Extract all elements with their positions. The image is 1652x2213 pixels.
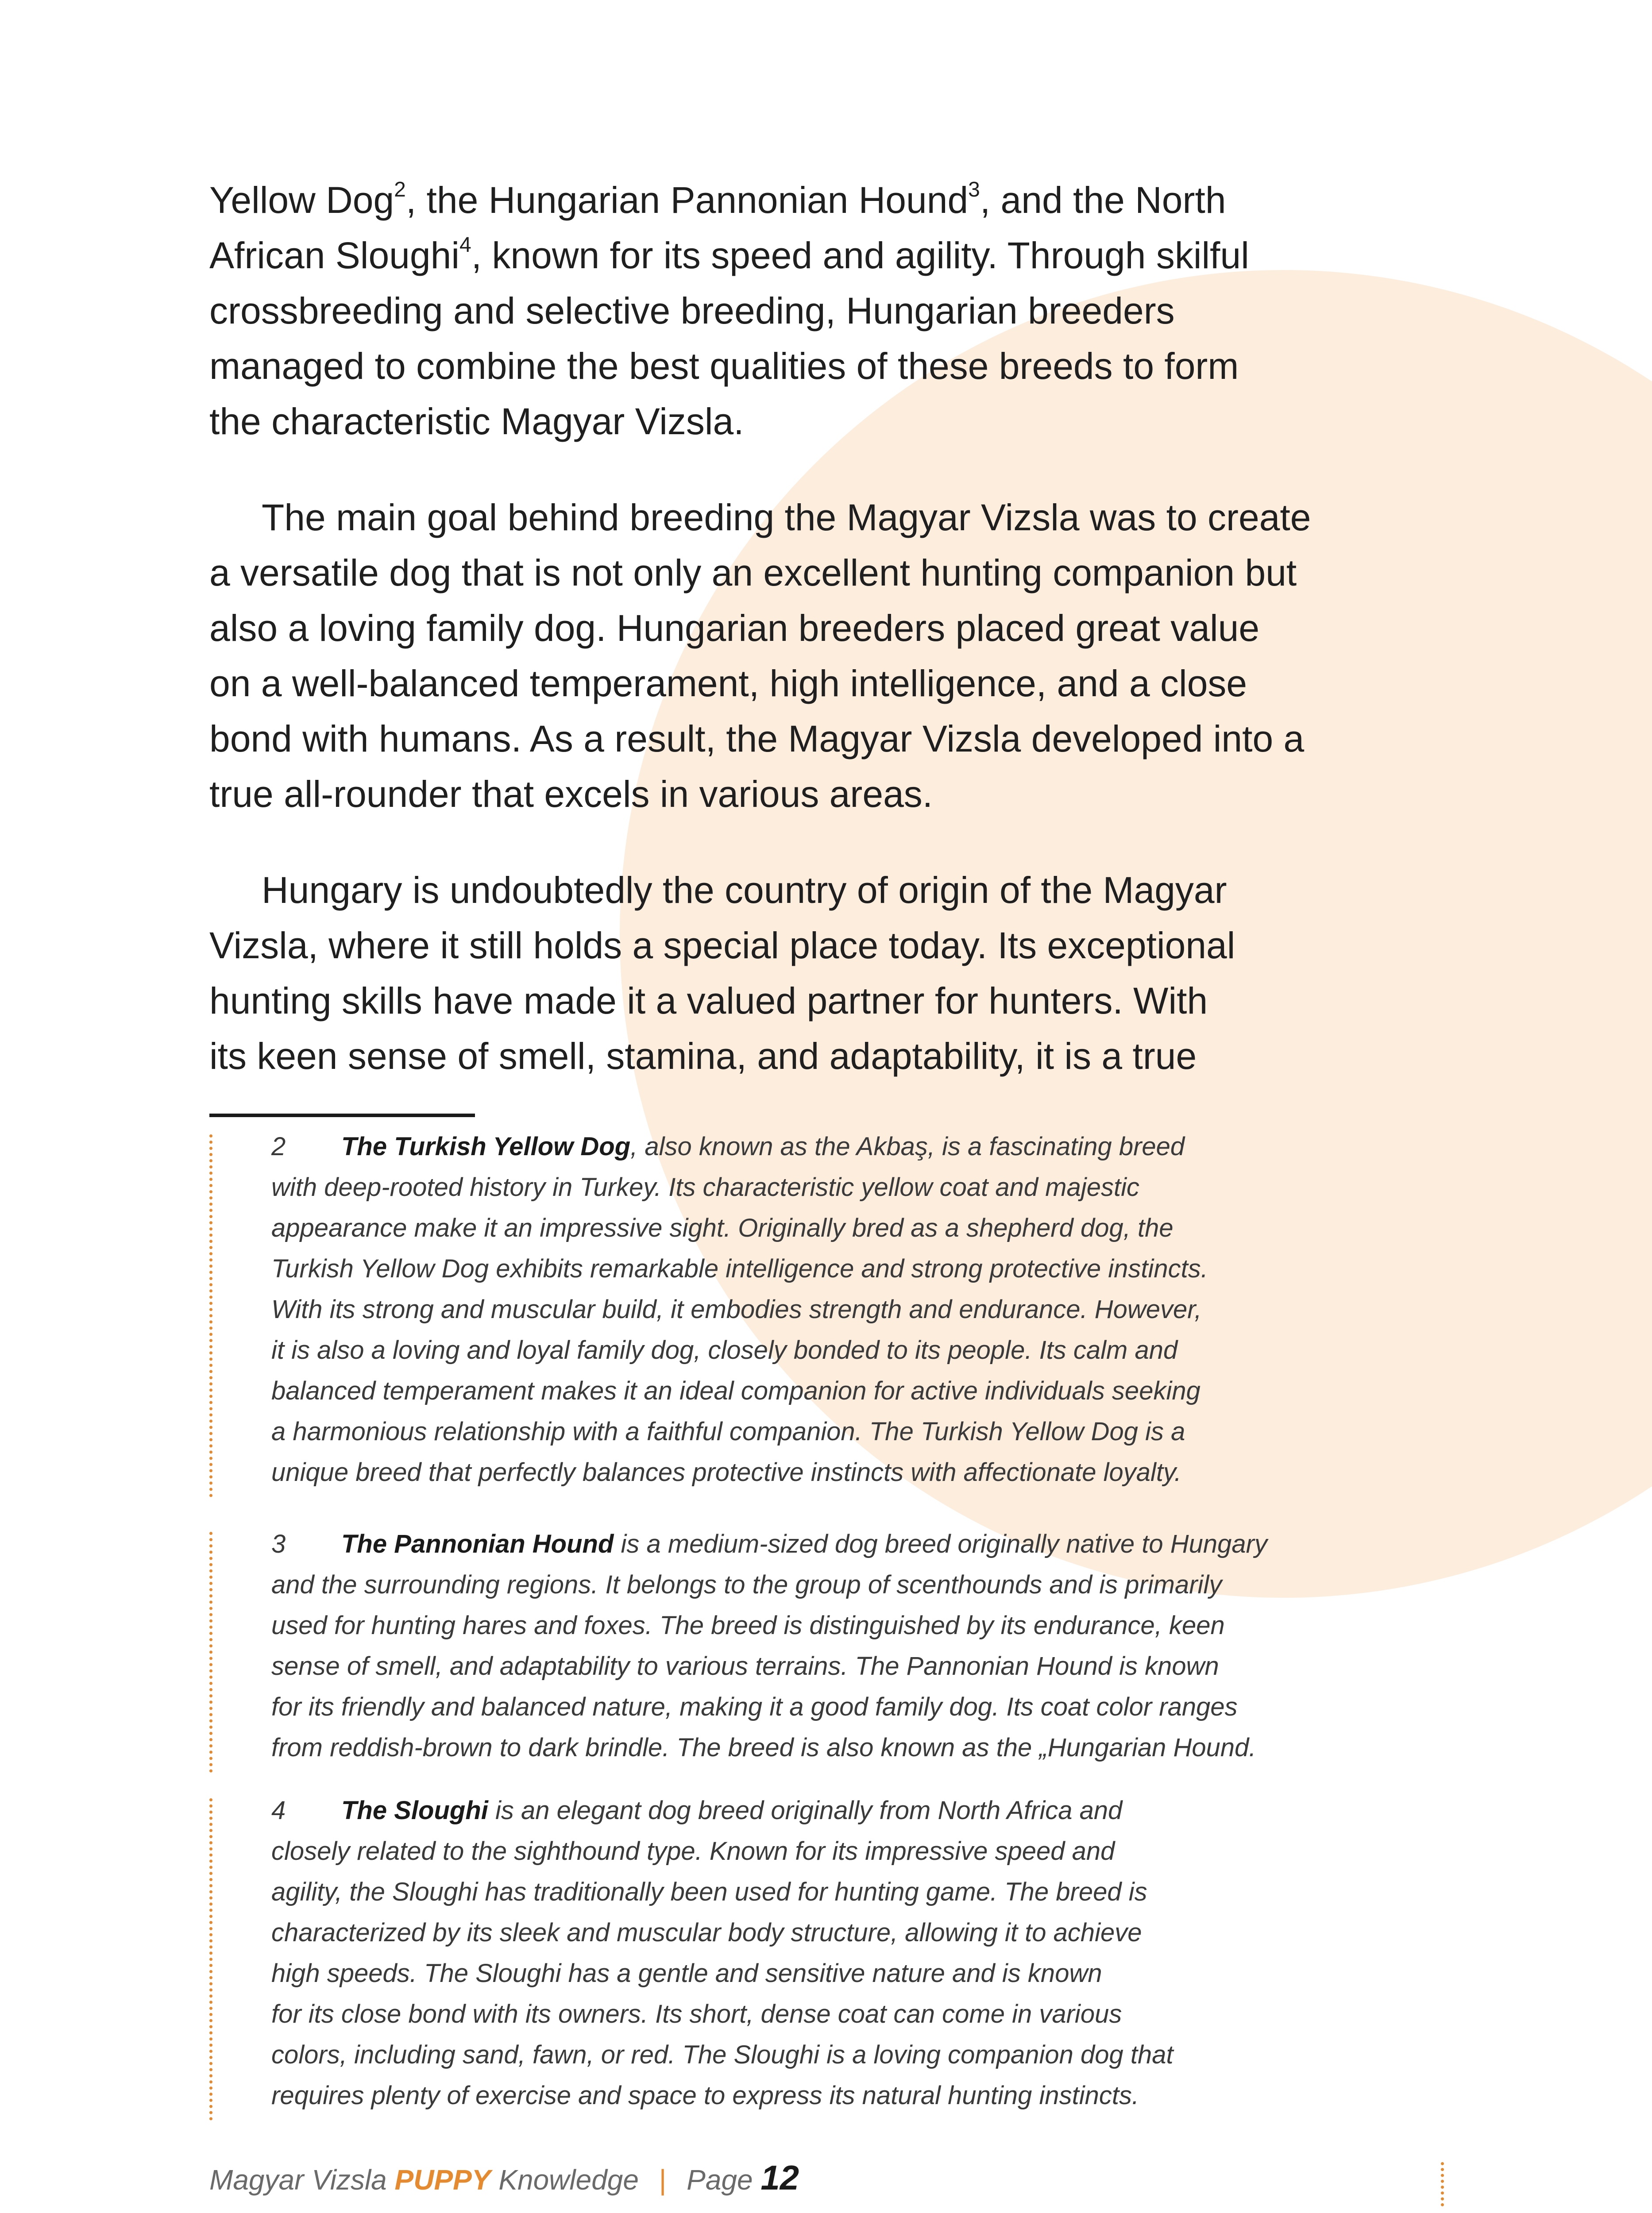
footnote-line: balanced temperament makes it an ideal companion for active individuals seeking: [271, 1376, 1200, 1405]
page-number: 12: [760, 2158, 799, 2197]
footnote-body: [271, 1790, 1449, 2116]
paragraph-3-line: hunting skills have made it a valued partner for hunters. With: [209, 980, 1208, 1022]
footnote-line: closely related to the sighthound type. Known for its impressive speed and: [271, 1837, 1115, 1866]
paragraph-2-line: bond with humans. As a result, the Magyar Vizsla developed into a: [209, 718, 1305, 760]
footnote-line: requires plenty of exercise and space to express its natural hunting instincts.: [271, 2081, 1139, 2110]
footnote-first-line: 2 The Turkish Yellow Dog, also known as the Akbaş, is a fascinating breed: [271, 1126, 1449, 1167]
paragraph-3-line: Hungary is undoubtedly the country of origin of the Magyar: [262, 869, 1227, 911]
paragraph-2: [209, 490, 1413, 822]
paragraph-2-line: true all-rounder that excels in various areas.: [209, 773, 933, 815]
footnote-3: [209, 1524, 1449, 1768]
footnote-line: with deep-rooted history in Turkey. Its characteristic yellow coat and majestic: [271, 1173, 1139, 1202]
footnote-dotted-bar: [209, 1798, 212, 2120]
footnote-separator-rule: [209, 1114, 475, 1117]
footnote-line: it is also a loving and loyal family dog, closely bonded to its people. Its calm and: [271, 1336, 1178, 1365]
footnote-line: colors, including sand, fawn, or red. The Sloughi is a loving companion dog that: [271, 2040, 1173, 2069]
footnote-first-line: 3 The Pannonian Hound is a medium-sized dog breed originally native to Hungary: [271, 1524, 1449, 1565]
footnote-line: appearance make it an impressive sight. Originally bred as a shepherd dog, the: [271, 1214, 1173, 1242]
footnote-line: unique breed that perfectly balances protective instincts with affectionate loyalty.: [271, 1458, 1181, 1487]
footnote-first-line: 4 The Sloughi is an elegant dog breed originally from North Africa and: [271, 1790, 1449, 1831]
footnote-line: agility, the Sloughi has traditionally been used for hunting game. The breed is: [271, 1878, 1147, 1906]
paragraph-2-line: on a well-balanced temperament, high intelligence, and a close: [209, 663, 1247, 704]
footnote-number: 4: [271, 1796, 286, 1825]
paragraph-1-line-4: managed to combine the best qualities of these breeds to form: [209, 345, 1239, 387]
paragraph-1: [209, 173, 1413, 449]
footer-title-puppy: PUPPY: [394, 2164, 491, 2196]
paragraph-3: [209, 863, 1413, 1084]
footnote-number: 3: [271, 1530, 286, 1558]
footnote-ref-2[interactable]: 2: [394, 178, 406, 201]
page-footer: [209, 2158, 799, 2200]
footnote-breed-name: The Pannonian Hound: [341, 1530, 614, 1558]
footnote-dotted-bar: [209, 1134, 212, 1497]
main-text: [209, 173, 1413, 1084]
footnote-line: characterized by its sleek and muscular body structure, allowing it to achieve: [271, 1918, 1142, 1947]
paragraph-3-line: Vizsla, where it still holds a special place today. Its exceptional: [209, 925, 1235, 966]
paragraph-2-line: The main goal behind breeding the Magyar Vizsla was to create: [262, 497, 1311, 538]
paragraph-2-line: a versatile dog that is not only an excellent hunting companion but: [209, 552, 1297, 594]
paragraph-1-line-3: crossbreeding and selective breeding, Hungarian breeders: [209, 290, 1175, 332]
footnote-breed-name: The Turkish Yellow Dog: [341, 1132, 631, 1161]
footnote-body: [271, 1126, 1449, 1493]
footer-separator: |: [659, 2164, 667, 2196]
footnote-line: for its close bond with its owners. Its short, dense coat can come in various: [271, 2000, 1122, 2028]
footnote-ref-3[interactable]: 3: [968, 178, 980, 201]
paragraph-3-line: its keen sense of smell, stamina, and adaptability, it is a true: [209, 1035, 1197, 1077]
footnote-line: a harmonious relationship with a faithful companion. The Turkish Yellow Dog is a: [271, 1417, 1185, 1446]
footnote-4: [209, 1790, 1449, 2116]
footer-title-prefix: Magyar Vizsla: [209, 2164, 387, 2196]
footnote-ref-4[interactable]: 4: [459, 233, 471, 257]
footnote-number: 2: [271, 1132, 286, 1161]
paragraph-1-line-2: African Sloughi$^4$, known for its speed and agility. Through skilful: [209, 233, 1249, 276]
paragraph-1-line-5: the characteristic Magyar Vizsla.: [209, 401, 744, 442]
footnote-line: sense of smell, and adaptability to various terrains. The Pannonian Hound is known: [271, 1652, 1219, 1681]
footnote-line: for its friendly and balanced nature, making it a good family dog. Its coat color ranges: [271, 1693, 1238, 1721]
footnote-line: high speeds. The Sloughi has a gentle and sensitive nature and is known: [271, 1959, 1102, 1988]
footnote-body: [271, 1524, 1449, 1768]
footnote-dotted-bar: [209, 1532, 212, 1773]
footer-page-label: Page: [687, 2164, 753, 2196]
footnote-line: With its strong and muscular build, it embodies strength and endurance. However,: [271, 1295, 1202, 1324]
footnote-line: used for hunting hares and foxes. The breed is distinguished by its endurance, keen: [271, 1611, 1225, 1640]
paragraph-2-line: also a loving family dog. Hungarian breeders placed great value: [209, 607, 1260, 649]
footer-dotted-bar: [1441, 2162, 1444, 2206]
footnote-line: Turkish Yellow Dog exhibits remarkable intelligence and strong protective instincts.: [271, 1254, 1208, 1283]
footnote-breed-name: The Sloughi: [341, 1796, 488, 1825]
footnote-line: from reddish-brown to dark brindle. The breed is also known as the „Hungarian Hound.: [271, 1733, 1256, 1762]
footnote-2: [209, 1126, 1449, 1493]
footnote-line: and the surrounding regions. It belongs to the group of scenthounds and is primarily: [271, 1570, 1222, 1599]
footer-title-suffix: Knowledge: [498, 2164, 639, 2196]
paragraph-1-line-1: Yellow Dog$^2$, the Hungarian Pannonian Hound$^3$, and the North: [209, 178, 1226, 221]
